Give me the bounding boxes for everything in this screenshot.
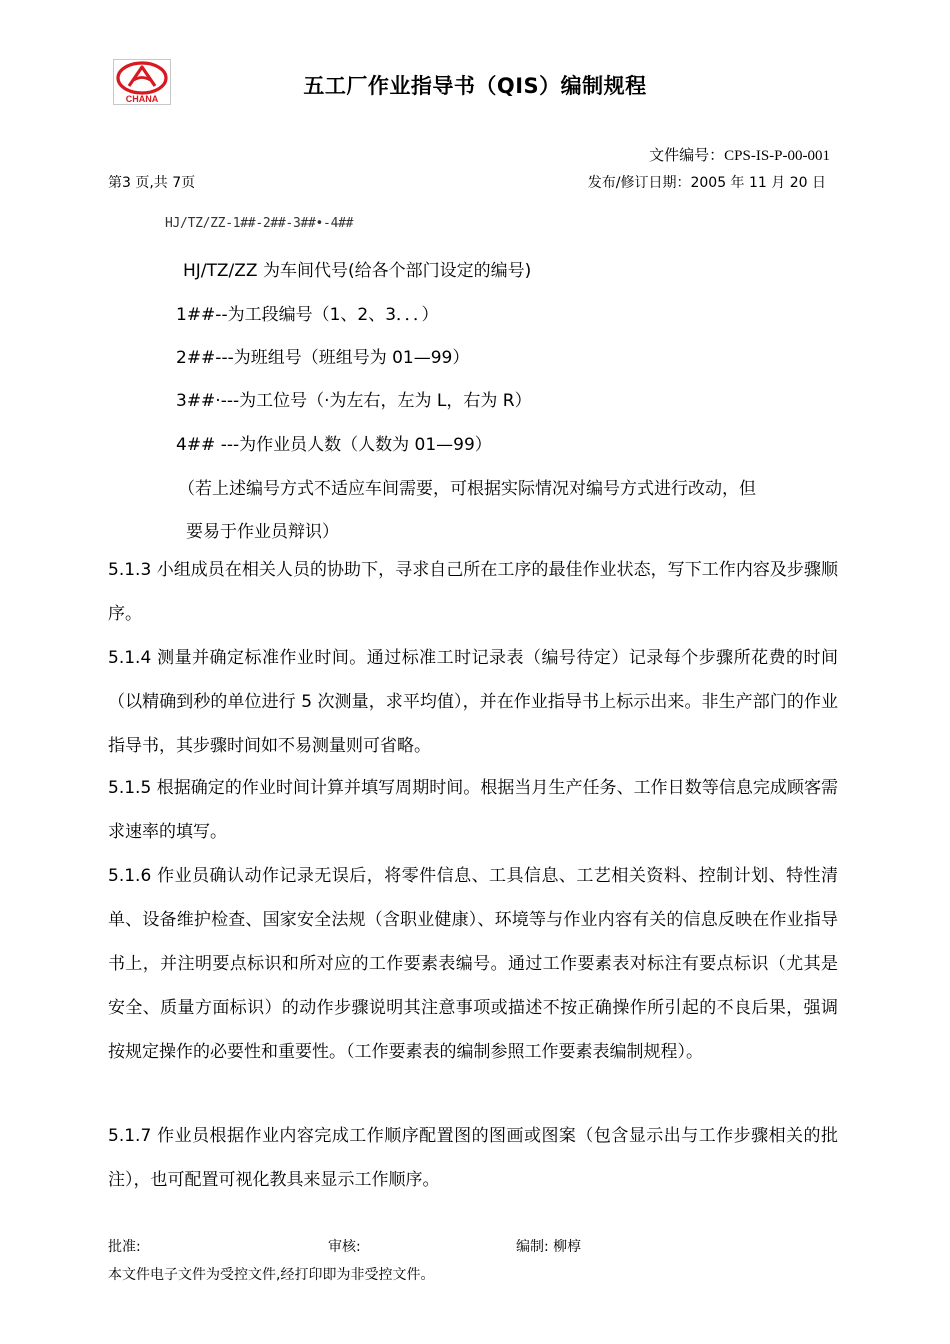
code-note-line-1: （若上述编号方式不适应车间需要，可根据实际情况对编号方式进行改动，但 (178, 479, 756, 499)
paragraph-5-1-4: 5.1.4 测量并确定标准作业时间。通过标准工时记录表（编号待定）记录每个步骤所花费的时间（以精确到秒的单位进行 5 次测量，求平均值），并在作业指导书上标示出来。非生产部门的作业指导书，其步骤时间如不易测量则可省略。 (108, 648, 838, 756)
document-title: 五工厂作业指导书（QIS）编制规程 (303, 74, 647, 98)
paragraph-5-1-7: 5.1.7 作业员根据作业内容完成工作顺序配置图的图画或图案（包含显示出与工作步骤相关的批注），也可配置可视化教具来显示工作顺序。 (108, 1126, 838, 1190)
approve-label: 批准: (108, 1239, 141, 1255)
document-number: 文件编号：CPS-IS-P-00-001 (649, 148, 830, 164)
code-note-line-2: 要易于作业员辩识） (186, 522, 339, 542)
paragraph-5-1-6: 5.1.6 作业员确认动作记录无误后，将零件信息、工具信息、工艺相关资料、控制计划、特性清单、设备维护检查、国家安全法规（含职业健康）、环境等与作业内容有关的信息反映在作业指导书上，并注明要点标识和所对应的工作要素表编号。通过工作要素表对标注有要点标识（尤其是安全、质量方面标识）的动作步骤说明其注意事项或描述不按正确操作所引起的不良后果，强调按规定操作的必要性和重要性。（工作要素表的编制参照工作要素表编制规程）。 (108, 866, 838, 1062)
compile-label: 编制: 柳椁 (516, 1239, 582, 1255)
paragraph-5-1-3: 5.1.3 小组成员在相关人员的协助下，寻求自己所在工序的最佳作业状态，写下工作内容及步骤顺序。 (108, 560, 838, 624)
revision-date: 发布/修订日期：2005 年 11 月 20 日 (587, 175, 826, 191)
code-item-workshop: HJ/TZ/ZZ 为车间代号(给各个部门设定的编号) (183, 261, 532, 281)
code-item-section: 1##--为工段编号（1、2、3．．．） (176, 305, 439, 325)
control-note: 本文件电子文件为受控文件,经打印即为非受控文件。 (108, 1267, 435, 1283)
code-item-station: 3##·---为工位号（·为左右，左为 L，右为 R） (176, 391, 532, 411)
logo-text: CHANA (125, 94, 159, 104)
code-format: HJ/TZ/ZZ-1##-2##-3##•-4## (165, 216, 354, 231)
review-label: 审核: (328, 1239, 361, 1255)
page-info: 第3 页,共 7页 (108, 175, 196, 191)
code-item-operators: 4## ---为作业员人数（人数为 01—99） (176, 435, 492, 455)
paragraph-5-1-5: 5.1.5 根据确定的作业时间计算并填写周期时间。根据当月生产任务、工作日数等信息完成顾客需求速率的填写。 (108, 778, 838, 842)
code-item-team: 2##---为班组号（班组号为 01—99） (176, 348, 470, 368)
